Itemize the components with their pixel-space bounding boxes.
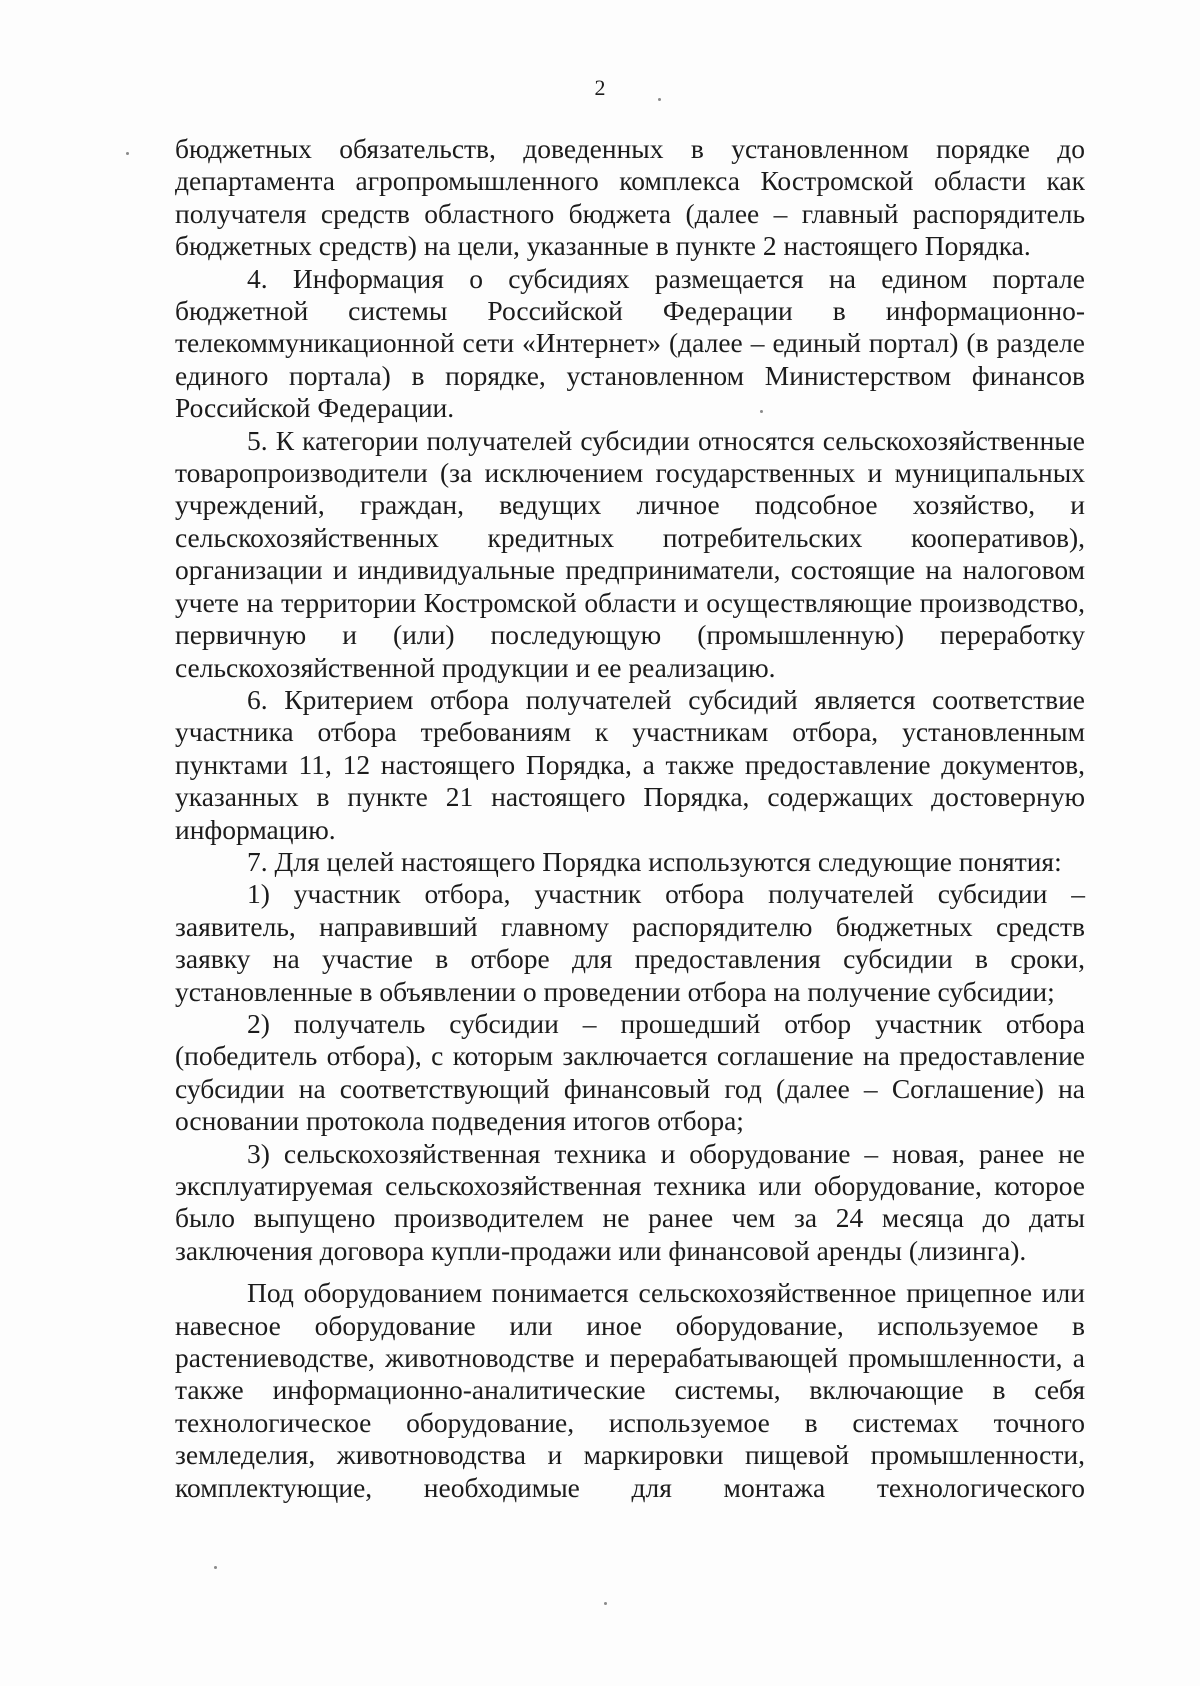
paragraph-item-4: 4. Информация о субсидиях размещается на едином портале бюджетной системы Российской Федерации в информационно-телекоммуникационной сети «Интернет» (далее – единый портал) (в разделе единого портала) в порядке, установленном Министерством финансов Российской Федерации. <box>175 262 1085 424</box>
paragraph-item-5: 5. К категории получателей субсидии относятся сельскохозяйственные товаропроизводители (за исключением государственных и муниципальных учреждений, граждан, ведущих личное подсобное хозяйство, и сельскохозяйственных кредитных потребительских кооперативов), организации и индивидуальные предприниматели, состоящие на налоговом учете на территории Костромской области и осуществляющие производство, первичную и (или) последующую (промышленную) переработку сельскохозяйственной продукции и ее реализацию. <box>175 424 1085 683</box>
paragraph-item-7-1: 1) участник отбора, участник отбора получателей субсидии – заявитель, направивший главному распорядителю бюджетных средств заявку на участие в отборе для предоставления субсидии в сроки, установленные в объявлении о проведении отбора на получение субсидии; <box>175 878 1085 1007</box>
paragraph-equipment-definition: Под оборудованием понимается сельскохозяйственное прицепное или навесное оборудование или иное оборудование, используемое в растениеводстве, животноводстве и перерабатывающей промышленности, а также информационно-аналитические системы, включающие в себя технологическое оборудование, используемое в системах точного земледелия, животноводства и маркировки пищевой промышленности, комплектующие, необходимые для монтажа технологического <box>175 1277 1085 1503</box>
paragraph-item-7-2: 2) получатель субсидии – прошедший отбор участник отбора (победитель отбора), с которым заключается соглашение на предоставление субсидии на соответствующий финансовый год (далее – Соглашение) на основании протокола подведения итогов отбора; <box>175 1007 1085 1137</box>
page-number: 2 <box>594 75 606 100</box>
scan-speck <box>214 1566 217 1569</box>
scan-speck <box>760 410 763 413</box>
paragraph-item-6: 6. Критерием отбора получателей субсидий является соответствие участника отбора требованиям к участникам отбора, установленным пунктами 11, 12 настоящего Порядка, а также предоставление документов, указанных в пункте 21 настоящего Порядка, содержащих достоверную информацию. <box>175 683 1085 845</box>
document-body <box>175 133 1085 1504</box>
paragraph-item-7-3: 3) сельскохозяйственная техника и оборудование – новая, ранее не эксплуатируемая сельскохозяйственная техника или оборудование, которое было выпущено производителем не ранее чем за 24 месяца до даты заключения договора купли-продажи или финансовой аренды (лизинга). <box>175 1137 1085 1266</box>
scan-speck <box>658 98 661 101</box>
paragraph-item-7: 7. Для целей настоящего Порядка используются следующие понятия: <box>247 845 1062 877</box>
paragraph-intro-continuation: бюджетных обязательств, доведенных в установленном порядке до департамента агропромышленного комплекса Костромской области как получателя средств областного бюджета (далее – главный распорядитель бюджетных средств) на цели, указанные в пункте 2 настоящего Порядка. <box>175 133 1085 262</box>
scan-speck <box>126 152 129 155</box>
scan-speck <box>604 1602 607 1605</box>
